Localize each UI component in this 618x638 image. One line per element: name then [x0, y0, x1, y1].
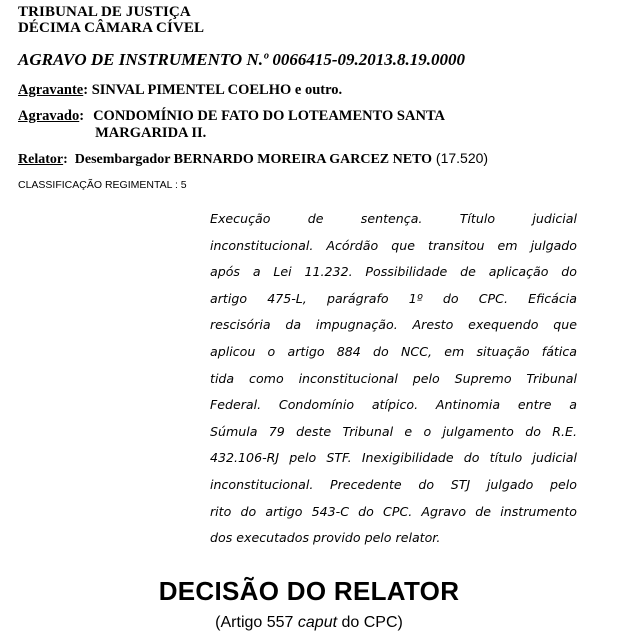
- agravado-label: Agravado: [18, 108, 80, 124]
- ementa-line: aplicou o artigo 884 do NCC, em situação fática: [210, 343, 577, 359]
- ementa-line: após a Lei 11.232. Possibilidade de aplicação do: [210, 264, 577, 280]
- ementa-line: inconstitucional. Acórdão que transitou em julgado: [210, 237, 577, 253]
- agravado-label-wrap: [18, 108, 84, 142]
- agravante-label: Agravante: [18, 82, 84, 98]
- ementa-line: Execução de sentença. Título judicial: [210, 211, 577, 226]
- agravado-value-line-2: MARGARIDA II.: [95, 125, 207, 141]
- court-header: [18, 4, 204, 36]
- agravante-row: [18, 82, 342, 99]
- relator-row: [18, 150, 488, 168]
- decision-subtitle-close: do CPC): [337, 614, 403, 631]
- agravado-value: [93, 108, 513, 142]
- chamber-name: DÉCIMA CÂMARA CÍVEL: [18, 20, 205, 36]
- agravante-value: SINVAL PIMENTEL COELHO e outro.: [88, 82, 343, 98]
- agravante-colon: :: [83, 82, 89, 98]
- ementa-summary: [210, 206, 577, 552]
- decision-subtitle-open: (Artigo 557: [215, 614, 298, 631]
- ementa-line: Súmula 79 deste Tribunal e o julgamento do R.E.: [210, 423, 577, 439]
- court-name: TRIBUNAL DE JUSTIÇA: [18, 4, 191, 20]
- ementa-line: artigo 475-L, parágrafo 1º do CPC. Eficácia: [210, 290, 577, 306]
- decision-subtitle-italic: caput: [297, 614, 338, 631]
- ementa-line: rito do artigo 543-C do CPC. Agravo de instrumento: [210, 503, 577, 519]
- relator-registration: (17.520): [432, 150, 489, 166]
- agravado-colon: :: [79, 108, 85, 124]
- relator-label: Relator: [18, 152, 64, 167]
- relator-name: Desembargador BERNARDO MOREIRA GARCEZ NETO: [67, 152, 433, 167]
- ementa-line: Federal. Condomínio atípico. Antinomia entre a: [210, 397, 577, 413]
- relator-colon: :: [63, 152, 68, 167]
- ementa-line: 432.106-RJ pelo STF. Inexigibilidade do título judicial: [210, 450, 577, 466]
- agravado-row: [18, 108, 513, 142]
- classification: CLASSIFICAÇÃO REGIMENTAL : 5: [18, 179, 187, 191]
- case-number: AGRAVO DE INSTRUMENTO N.º 0066415-09.2013.8.19.0000: [18, 50, 465, 69]
- ementa-line: dos executados provido pelo relator.: [210, 530, 441, 546]
- ementa-line: rescisória da impugnação. Aresto exequendo que: [210, 317, 577, 333]
- decision-subtitle: [0, 614, 618, 632]
- ementa-line: inconstitucional. Precedente do STJ julgado pelo: [210, 476, 577, 492]
- decision-title: DECISÃO DO RELATOR: [158, 576, 460, 606]
- ementa-line: tida como inconstitucional pelo Supremo Tribunal: [210, 370, 577, 386]
- agravado-value-line-1: CONDOMÍNIO DE FATO DO LOTEAMENTO SANTA: [93, 108, 446, 124]
